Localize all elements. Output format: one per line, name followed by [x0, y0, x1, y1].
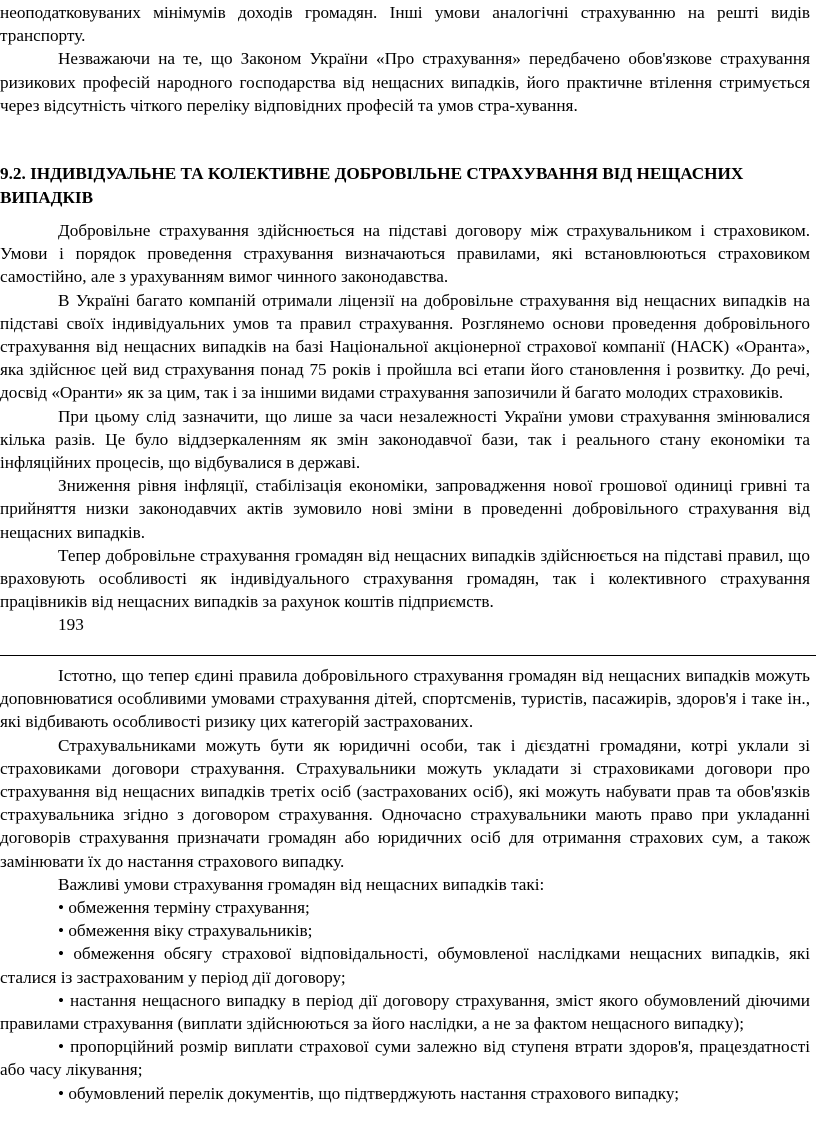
page-number: 193: [58, 615, 84, 635]
list-item: • настання нещасного випадку в період дії договору страхування, зміст якого обумовлений діючими правилами страхування (виплати здійснюються за його наслідки, а не за фактом нещасного випадку);: [0, 990, 810, 1034]
list-item: • пропорційний розмір виплати страхової суми залежно від ступеня втрати здоров'я, працездатності або часу лікування;: [0, 1037, 810, 1080]
list-item: • обмеження віку страхувальників;: [58, 921, 313, 941]
paragraph-mandatory-insurance: Незважаючи на те, що Законом України «Про страхування» передбачено обов'язкове страхування ризикових професій народного господарства від нещасних випадків, його практичне втілення стримується через відсутність чіткого переліку відповідних професій та умов стра-хування.: [0, 49, 810, 115]
bottom-text-block: [0, 664, 810, 1105]
paragraph-special-conditions: Істотно, що тепер єдині правила добровільного страхування громадян від нещасних випадків можуть доповнюватися особливими умовами страхування дітей, спортсменів, туристів, пасажирів, здоров'я і таке ін., які відбивають особливості ризику цих категорій застрахованих.: [0, 666, 810, 732]
paragraph-inflation: Зниження рівня інфляції, стабілізація економіки, запровадження нової грошової одиниці гривні та прийняття низки законодавчих актів зумовило нові зміни в проведенні добровільного страхування від нещасних випадків.: [0, 476, 810, 542]
paragraph-independence: При цьому слід зазначити, що лише за часи незалежності України умови страхування змінювалися кілька разів. Це було віддзеркаленням як змін законодавчої бази, так і реального стану економіки та інфляційних процесів, що відбувалися в державі.: [0, 406, 810, 473]
paragraph-rules: Тепер добровільне страхування громадян від нещасних випадків здійснюється на підставі правил, що враховують особливості як індивідуального страхування громадян, так і колективного страхування працівників від нещасних випадків за рахунок коштів підприємств.: [0, 545, 810, 612]
paragraph-continuation: неоподатковуваних мінімумів доходів громадян. Інші умови аналогічні страхуванню на решті видів транспорту.: [0, 3, 810, 46]
section-heading: 9.2. ІНДИВІДУАЛЬНЕ ТА КОЛЕКТИВНЕ ДОБРОВІЛЬНЕ СТРАХУВАННЯ ВІД НЕЩАСНИХ ВИПАДКІВ: [0, 164, 744, 207]
list-item: • обумовлений перелік документів, що підтверджують настання страхового випадку;: [58, 1083, 679, 1103]
page-break-divider: [0, 655, 816, 656]
list-item: • обмеження терміну страхування;: [58, 898, 310, 918]
section-text-block: [0, 219, 810, 637]
paragraph-important-conditions: Важливі умови страхування громадян від нещасних випадків такі:: [58, 874, 545, 894]
paragraph-oranta: В Україні багато компаній отримали ліцензії на добровільне страхування від нещасних випадків на підставі своїх індивідуальних умов та правил страхування. Розглянемо основи проведення добровільного страхування від нещасних випадків на базі Національної акціонерної страхової компанії (НАСК) «Оранта», яка здійснює цей вид страхування понад 75 років і пройшла всі етапи його становлення і розвитку. До речі, досвід «Оранти» як за цим, так і за іншими видами страхування запозичили й багато молодих страховиків.: [0, 290, 810, 403]
top-text-block: [0, 1, 810, 117]
list-item: • обмеження обсягу страхової відповідальності, обумовленої наслідками нещасних випадків, які сталися із застрахованим у період дії договору;: [0, 944, 810, 987]
paragraph-voluntary-contract: Добровільне страхування здійснюється на підставі договору між страхувальником і страховиком. Умови і порядок проведення страхування визначаються правилами, які встановлюються страховиком самостійно, але з урахуванням вимог чинного законодавства.: [0, 221, 810, 287]
paragraph-policyholders: Страхувальниками можуть бути як юридичні особи, так і дієздатні громадяни, котрі уклали зі страховиками договори страхування. Страхувальники можуть укладати зі страховиками договори про страхування від нещасних випадків третіх осіб (застрахованих осіб), які можуть набувати прав та обов'язків страхувальника згідно з договором страхування. Одночасно страхувальники мають право при укладанні договорів страхування призначати громадян або юридичних осіб для отримання страхових сум, а також замінювати їх до настання страхового випадку.: [0, 735, 810, 871]
